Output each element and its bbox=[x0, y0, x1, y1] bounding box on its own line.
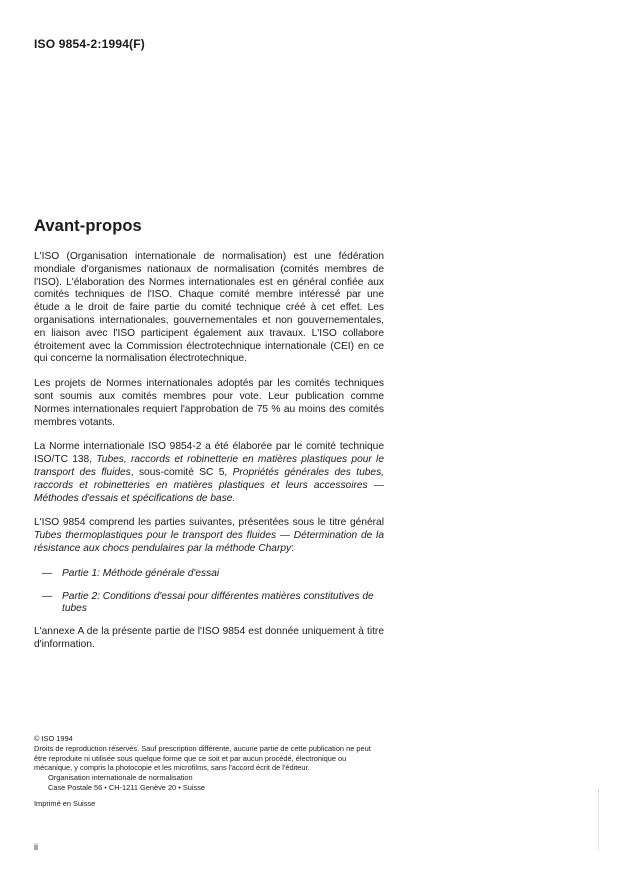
dash-mark: — bbox=[42, 590, 53, 602]
list-item bbox=[34, 568, 384, 581]
paragraph-iso-overview: L'ISO (Organisation internationale de normalisation) est une fédération mondiale d'organismes nationaux de normalisation (comités membres de l'ISO). L'élaboration des Normes internationales est en général confiée aux comités techniques de l'ISO. Chaque comité membre intéressé par une étude a le droit de faire partie du comité technique créé à cet effet. Les organisations internationales, gouvernementales et non gouvernementales, en liaison avec l'ISO participent également aux travaux. L'ISO collabore étroitement avec la Commission électrotechnique internationale (CEI) en ce qui concerne la normalisation électrotechnique. bbox=[34, 251, 384, 365]
committee-title: Tubes, raccords et robinetterie en matières plastiques pour le transport des fluides bbox=[34, 454, 384, 478]
copyright-line: © ISO 1994 bbox=[34, 734, 73, 743]
paragraph-annex: L'annexe A de la présente partie de l'ISO 9854 est donnée uniquement à titre d'information. bbox=[34, 626, 384, 650]
dash-mark: — bbox=[42, 567, 53, 579]
printed-in: Imprimé en Suisse bbox=[34, 798, 96, 808]
paragraph-parts-intro bbox=[34, 517, 384, 555]
scan-edge-marks bbox=[598, 790, 601, 850]
general-title: Tubes thermoplastiques pour le transport des fluides — Détermination de la résistance aux chocs pendulaires par la méthode Charpy bbox=[34, 530, 384, 554]
copyright-block bbox=[34, 734, 384, 809]
committee-text-2: , sous-comité SC 5, bbox=[130, 466, 233, 478]
paragraph-committee bbox=[34, 441, 384, 505]
page-number: ii bbox=[34, 842, 38, 852]
subcommittee-title: Propriétés générales des tubes, raccords et robinetteries en matières plastiques et leurs accessoires — Méthodes d'essais et spécifications de base. bbox=[34, 466, 384, 504]
publisher-address: Case Postale 56 • CH-1211 Genève 20 • Suisse bbox=[48, 782, 206, 792]
list-item-text: Partie 1: Méthode générale d'essai bbox=[62, 567, 220, 579]
parts-intro-colon: : bbox=[291, 542, 294, 554]
list-item bbox=[34, 591, 384, 617]
committee-text-1: La Norme internationale ISO 9854-2 a été élaborée par le comité technique ISO/TC 138, bbox=[34, 441, 384, 466]
parts-intro-text: L'ISO 9854 comprend les parties suivantes, présentées sous le titre général bbox=[34, 517, 384, 529]
copyright-notice: Droits de reproduction réservés. Sauf prescription différente, aucune partie de cette publication ne peut être reproduite ni utilisée sous quelque forme que ce soit et par aucun procédé, électronique ou mécanique, y compris la photocopie et les microfilms, sans l'accord écrit de l'éditeur. bbox=[34, 743, 371, 773]
section-title: Avant-propos bbox=[34, 217, 142, 235]
publisher-name: Organisation internationale de normalisation bbox=[48, 773, 193, 783]
document-reference: ISO 9854-2:1994(F) bbox=[34, 37, 145, 51]
list-item-text: Partie 2: Conditions d'essai pour différentes matières constitutives de tubes bbox=[62, 590, 374, 615]
paragraph-voting: Les projets de Normes internationales adoptés par les comités techniques sont soumis aux comités membres pour vote. Leur publication comme Normes internationales requiert l'approbation de 75 % au moins des comités membres votants. bbox=[34, 378, 384, 428]
foreword-body bbox=[34, 251, 384, 664]
